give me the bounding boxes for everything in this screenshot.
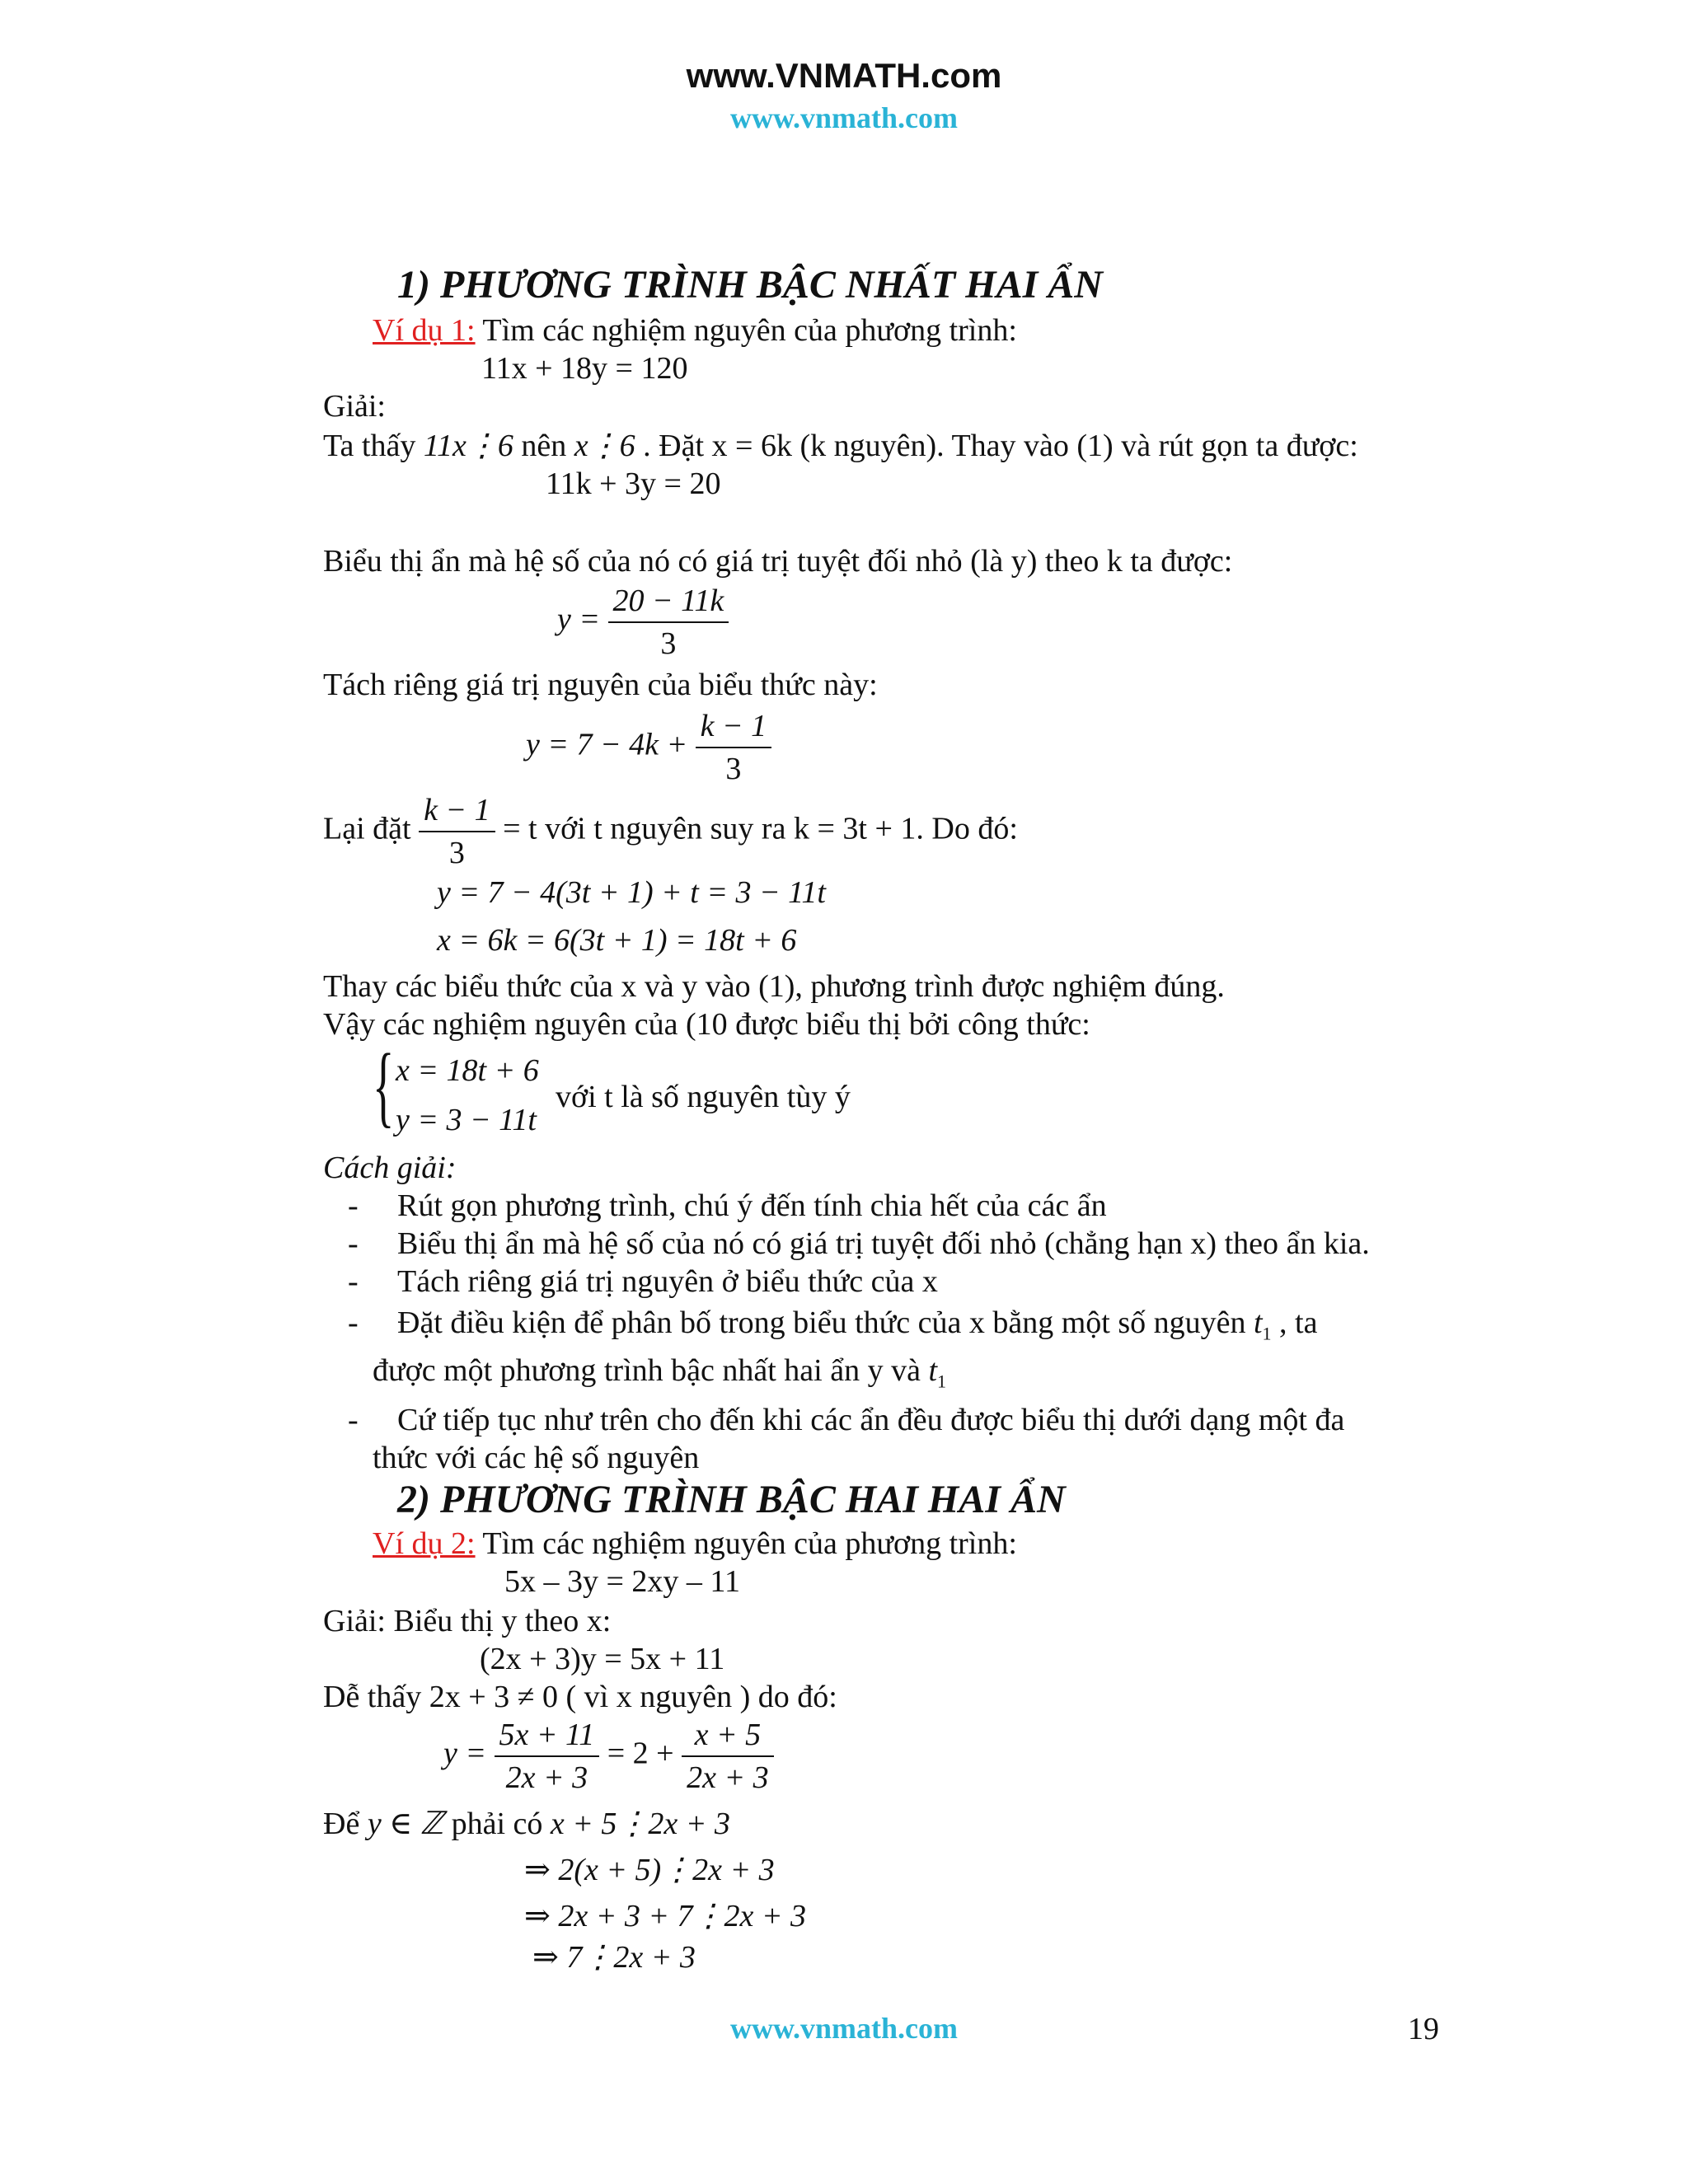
condition-line bbox=[323, 1805, 730, 1843]
y-eq2-lhs: y = 7 − 4k + bbox=[526, 727, 688, 762]
x-result: x = 6k = 6(3t + 1) = 18t + 6 bbox=[437, 923, 797, 958]
t1-subscript: 1 bbox=[937, 1371, 947, 1392]
condition-expression: y ∈ ℤ bbox=[367, 1807, 444, 1841]
method-step-4-tail: , ta bbox=[1279, 1305, 1318, 1340]
div-expression-1: 11x⋮6 bbox=[423, 429, 513, 463]
set-pre: Lại đặt bbox=[323, 811, 420, 846]
line-nen: nên bbox=[513, 429, 574, 463]
equation-2: (2x + 3)y = 5x + 11 bbox=[480, 1642, 725, 1676]
condition-pre: Để bbox=[323, 1807, 368, 1841]
fraction-1-denominator: 3 bbox=[660, 626, 677, 661]
method-step: Rút gọn phương trình, chú ý đến tính chia hết của các ẩn bbox=[397, 1188, 1107, 1223]
y-result: y = 7 − 4(3t + 1) + t = 3 − 11t bbox=[437, 875, 826, 910]
implication-1: ⇒ 2(x + 5)⋮2x + 3 bbox=[524, 1853, 775, 1887]
system-brace: { bbox=[373, 1035, 395, 1136]
substitute-text: Thay các biểu thức của x và y vào (1), phương trình được nghiệm đúng. bbox=[323, 969, 1225, 1004]
method-step: Biểu thị ẩn mà hệ số của nó có giá trị tuyệt đối nhỏ (chẳng hạn x) theo ẩn kia. bbox=[397, 1226, 1370, 1261]
method-step-5-continued: thức với các hệ số nguyên bbox=[373, 1441, 700, 1475]
fraction-1-numerator: 20 − 11k bbox=[608, 580, 729, 623]
fraction-2 bbox=[696, 705, 772, 790]
site-url-header[interactable]: www.vnmath.com bbox=[730, 101, 958, 134]
example2-equation: 5x – 3y = 2xy – 11 bbox=[504, 1564, 741, 1599]
site-brand: www.VNMATH.com bbox=[686, 56, 1002, 95]
solution1-label: Giải: bbox=[323, 389, 386, 424]
fraction-a bbox=[495, 1714, 600, 1798]
fraction-b bbox=[682, 1714, 774, 1798]
fraction-3 bbox=[419, 790, 495, 874]
fraction-3-denominator: 3 bbox=[448, 836, 465, 870]
bullet-dash: - bbox=[348, 1188, 359, 1223]
system-y: y = 3 − 11t bbox=[396, 1103, 537, 1137]
method-label: Cách giải: bbox=[323, 1151, 457, 1185]
equals-two-plus: = 2 + bbox=[607, 1736, 674, 1771]
separate-text: Tách riêng giá trị nguyên của biểu thức này: bbox=[323, 668, 878, 702]
implication-3: ⇒ 7⋮2x + 3 bbox=[532, 1940, 696, 1975]
reduced-equation: 11k + 3y = 20 bbox=[546, 466, 721, 501]
method-step-4-text: Đặt điều kiện để phân bố trong biểu thức của x bằng một số nguyên bbox=[397, 1305, 1246, 1340]
solution2-text: Giải: Biểu thị y theo x: bbox=[323, 1604, 612, 1638]
line-ta-thay-pre: Ta thấy bbox=[323, 429, 424, 463]
set-post: = t với t nguyên suy ra k = 3t + 1. Do đó: bbox=[503, 811, 1018, 846]
t1-variable: t bbox=[928, 1353, 938, 1388]
page-number: 19 bbox=[1408, 2012, 1439, 2046]
bullet-dash: - bbox=[348, 1264, 359, 1299]
bullet-dash: - bbox=[348, 1403, 359, 1437]
bullet-dash: - bbox=[348, 1305, 359, 1340]
fraction-3-numerator: k − 1 bbox=[419, 790, 495, 832]
fraction-2-numerator: k − 1 bbox=[696, 705, 772, 748]
t1-subscript: 1 bbox=[1262, 1323, 1272, 1344]
conclusion-text: Vậy các nghiệm nguyên của (10 được biểu thị bởi công thức: bbox=[323, 1007, 1090, 1042]
y-lhs-2: y = bbox=[443, 1736, 487, 1771]
method-step-4-continued bbox=[373, 1352, 946, 1401]
condition-divisibility: x + 5⋮2x + 3 bbox=[550, 1807, 730, 1841]
fraction-b-denominator: 2x + 3 bbox=[687, 1760, 769, 1795]
method-step-5: Cứ tiếp tục như trên cho đến khi các ẩn đều được biểu thị dưới dạng một đa bbox=[397, 1403, 1345, 1437]
fraction-a-numerator: 5x + 11 bbox=[495, 1714, 600, 1757]
line-ta-thay bbox=[323, 427, 1358, 465]
implication-2: ⇒ 2x + 3 + 7⋮2x + 3 bbox=[524, 1899, 806, 1933]
y-eq-lhs: y = bbox=[557, 602, 601, 637]
express-text: Biểu thị ẩn mà hệ số của nó có giá trị tuyệt đối nhỏ (là y) theo k ta được: bbox=[323, 544, 1233, 579]
method-step: Tách riêng giá trị nguyên ở biểu thức của x bbox=[397, 1264, 938, 1299]
y-fraction-1 bbox=[557, 580, 729, 664]
t1-variable: t bbox=[1253, 1305, 1263, 1340]
example1-line bbox=[373, 312, 1017, 349]
site-url-footer[interactable]: www.vnmath.com bbox=[730, 2012, 958, 2045]
system-x: x = 18t + 6 bbox=[396, 1053, 539, 1088]
div-expression-2: x⋮6 bbox=[574, 429, 635, 463]
example1-label: Ví dụ 1: bbox=[373, 313, 476, 348]
condition-mid: phải có bbox=[443, 1807, 551, 1841]
set-line bbox=[323, 790, 1018, 874]
method-step-4-cont-text: được một phương trình bậc nhất hai ẩn y và bbox=[373, 1353, 921, 1388]
example2-text: Tìm các nghiệm nguyên của phương trình: bbox=[475, 1526, 1017, 1561]
example1-text: Tìm các nghiệm nguyên của phương trình: bbox=[475, 313, 1017, 348]
method-step-4 bbox=[397, 1304, 1317, 1353]
section2-title: 2) PHƯƠNG TRÌNH BẬC HAI HAI ẨN bbox=[397, 1478, 1066, 1521]
line-ta-thay-post: . Đặt x = 6k (k nguyên). Thay vào (1) và rút gọn ta được: bbox=[635, 429, 1358, 463]
fraction-1 bbox=[608, 580, 729, 664]
y-fraction-2 bbox=[526, 705, 771, 790]
y-fraction-section2 bbox=[443, 1714, 774, 1798]
system-note: với t là số nguyên tùy ý bbox=[556, 1080, 851, 1114]
section1-title: 1) PHƯƠNG TRÌNH BẬC NHẤT HAI ẨN bbox=[397, 263, 1103, 307]
fraction-b-numerator: x + 5 bbox=[682, 1714, 774, 1757]
fraction-2-denominator: 3 bbox=[725, 752, 742, 786]
example1-equation: 11x + 18y = 120 bbox=[481, 351, 688, 386]
example2-line bbox=[373, 1525, 1017, 1563]
example2-label: Ví dụ 2: bbox=[373, 1526, 476, 1561]
easy-text: Dễ thấy 2x + 3 ≠ 0 ( vì x nguyên ) do đó: bbox=[323, 1680, 837, 1714]
fraction-a-denominator: 2x + 3 bbox=[505, 1760, 588, 1795]
bullet-dash: - bbox=[348, 1226, 359, 1261]
